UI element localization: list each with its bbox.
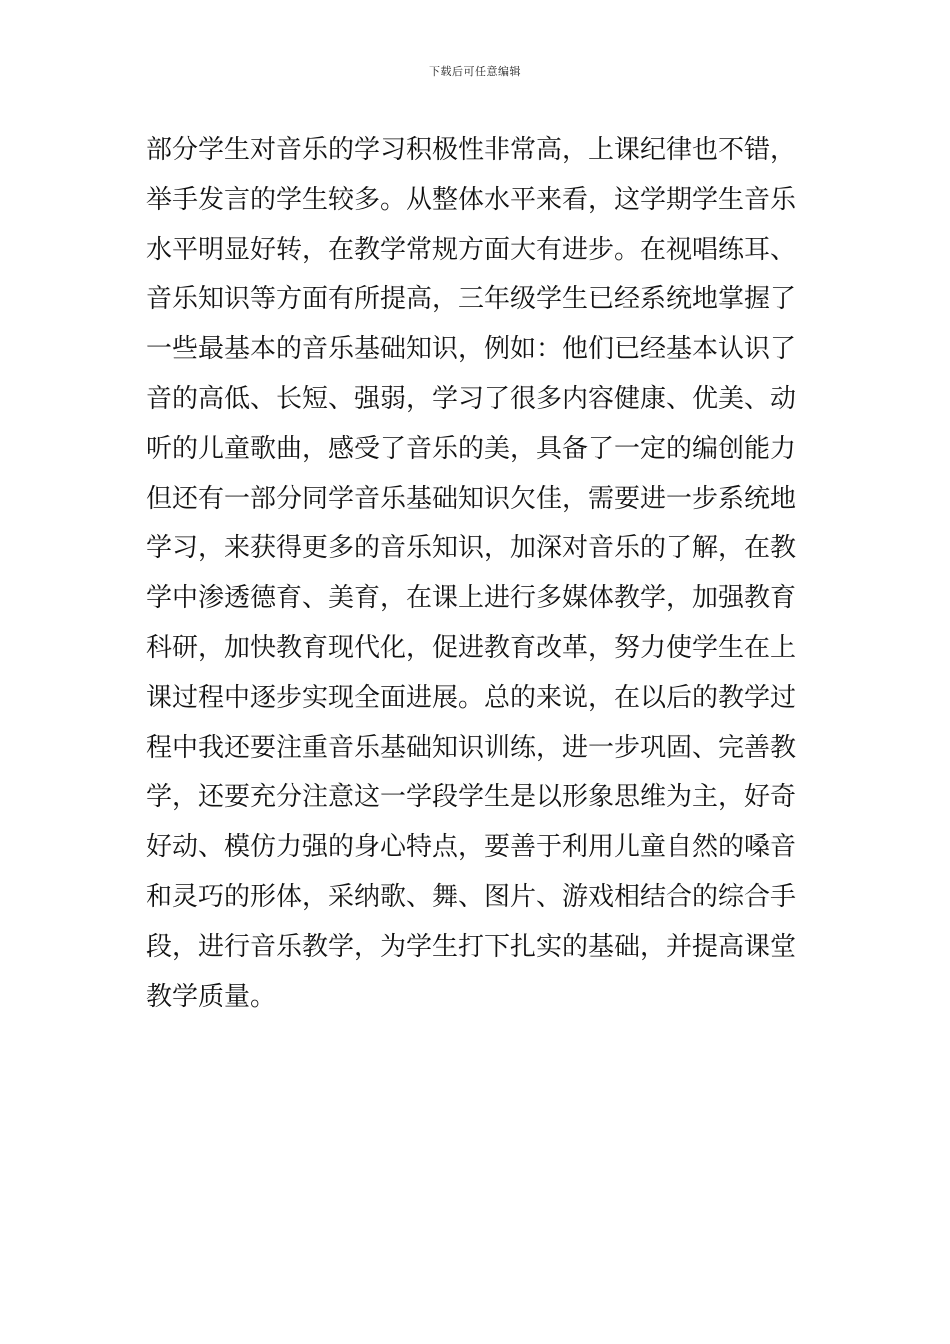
text-line: 学中渗透德育、美育，在课上进行多媒体教学，加强教育 [146,583,797,614]
text-line: 部分学生对音乐的学习积极性非常高，上课纪律也不错， [146,135,797,165]
text-line: 学，还要充分注意这一学段学生是以形象思维为主，好奇 [146,782,797,813]
text-line: 但还有一部分同学音乐基础知识欠佳，需要进一步系统地 [146,483,797,514]
text-line: 程中我还要注重音乐基础知识训练，进一步巩固、完善教 [146,732,797,763]
text-line: 学习，来获得更多的音乐知识，加深对音乐的了解，在教 [146,533,797,564]
header-note: 下载后可任意编辑 [429,65,521,78]
text-line: 音的高低、长短、强弱，学习了很多内容健康、优美、动 [146,383,797,414]
text-line: 教学质量。 [146,981,277,1012]
body-paragraph [146,126,810,1022]
text-line: 举手发言的学生较多。从整体水平来看，这学期学生音乐 [146,184,797,215]
text-line: 水平明显好转，在教学常规方面大有进步。在视唱练耳、 [146,234,797,265]
text-line: 段，进行音乐教学，为学生打下扎实的基础，并提高课堂 [146,931,797,962]
text-line: 课过程中逐步实现全面进展。总的来说，在以后的教学过 [146,682,797,713]
text-line: 一些最基本的音乐基础知识，例如：他们已经基本认识了 [146,334,797,365]
text-line: 科研，加快教育现代化，促进教育改革，努力使学生在上 [146,632,797,663]
text-line: 音乐知识等方面有所提高，三年级学生已经系统地掌握了 [146,284,797,315]
text-line: 和灵巧的形体，采纳歌、舞、图片、游戏相结合的综合手 [146,881,797,912]
text-line: 听的儿童歌曲，感受了音乐的美，具备了一定的编创能力 [146,433,797,464]
text-line: 好动、模仿力强的身心特点，要善于利用儿童自然的嗓音 [146,832,797,863]
